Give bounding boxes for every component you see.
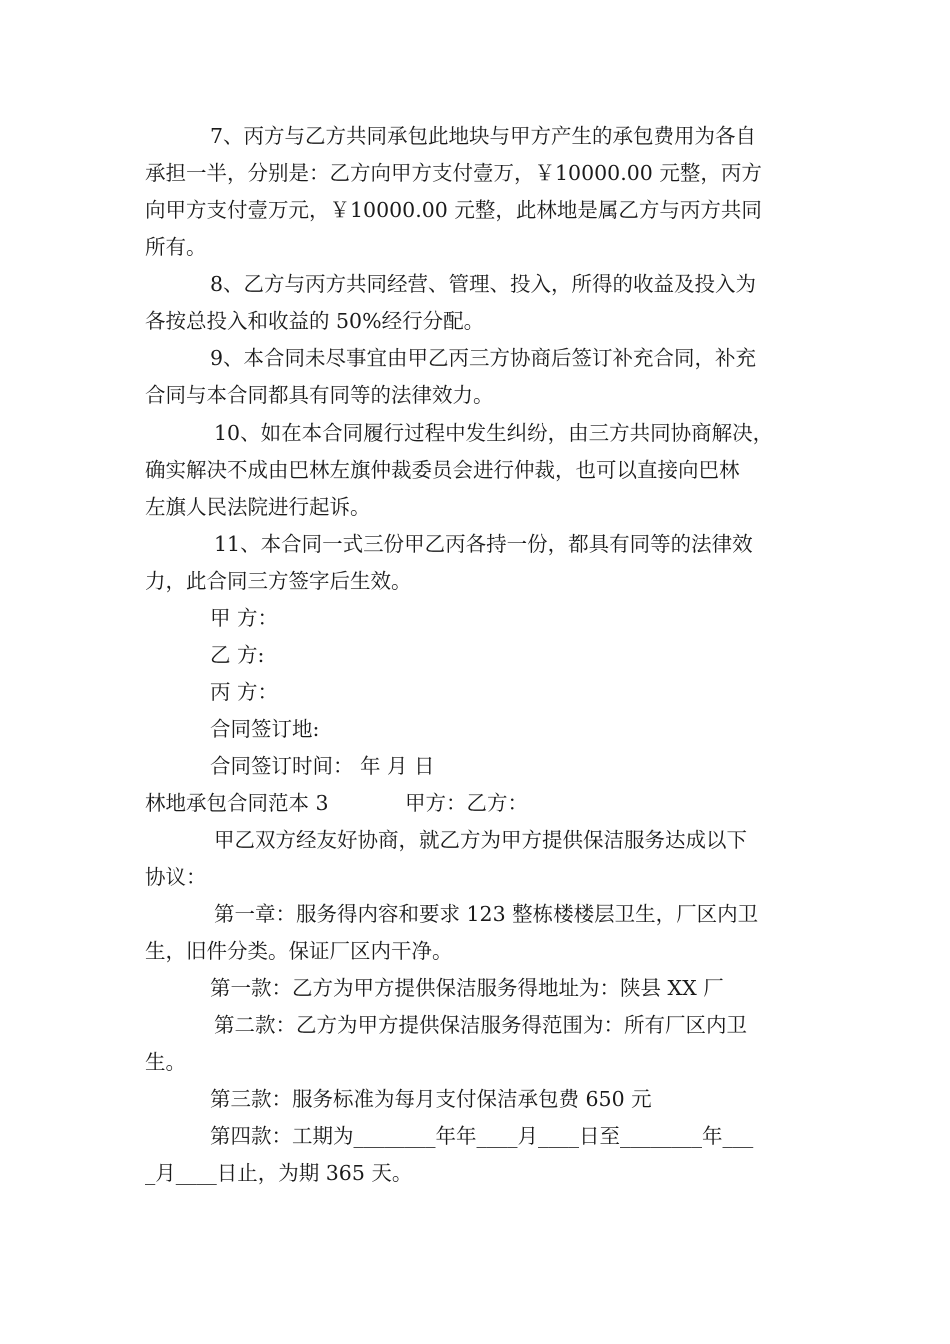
section-title: 林地承包合同范本 3 <box>145 791 329 815</box>
intro-line-2: 协议： <box>145 865 207 889</box>
article-1: 第一款：乙方为甲方提供保洁服务得地址为：陕县 XX 厂 <box>210 976 724 1000</box>
chapter-1-line-2: 生，旧件分类。保证厂区内干净。 <box>145 939 453 963</box>
clause-11-line-2: 力，此合同三方签字后生效。 <box>145 569 412 593</box>
clause-9-line-2: 合同与本合同都具有同等的法律效力。 <box>145 383 494 407</box>
signature-party-a: 甲 方： <box>210 606 279 630</box>
parties-header: 甲方：乙方： <box>405 791 528 815</box>
intro-line-1: 甲乙双方经友好协商，就乙方为甲方提供保洁服务达成以下 <box>214 828 747 852</box>
article-4-line-1: 第四款：工期为________年年____月____日至________年___ <box>210 1124 754 1148</box>
clause-7-line-2: 承担一半，分别是：乙方向甲方支付壹万，￥10000.00 元整，丙方 <box>145 161 762 185</box>
clause-10-line-2: 确实解决不成由巴林左旗仲裁委员会进行仲裁，也可以直接向巴林 <box>145 458 740 482</box>
clause-7-line-4: 所有。 <box>145 235 207 259</box>
clause-7-line-1: 7、丙方与乙方共同承包此地块与甲方产生的承包费用为各自 <box>210 124 757 148</box>
signing-place: 合同签订地: <box>210 717 320 741</box>
clause-8-line-2: 各按总投入和收益的 50%经行分配。 <box>145 309 485 333</box>
signature-party-c: 丙 方： <box>210 680 279 704</box>
article-3: 第三款：服务标准为每月支付保洁承包费 650 元 <box>210 1087 652 1111</box>
signature-party-b: 乙 方: <box>210 643 265 667</box>
clause-7-line-3: 向甲方支付壹万元，￥10000.00 元整，此林地是属乙方与丙方共同 <box>145 198 762 222</box>
article-2-line-1: 第二款：乙方为甲方提供保洁服务得范围为：所有厂区内卫 <box>214 1013 747 1037</box>
clause-8-line-1: 8、乙方与丙方共同经营、管理、投入，所得的收益及投入为 <box>210 272 757 296</box>
signing-date: 合同签订时间： 年 月 日 <box>210 754 435 778</box>
clause-11-line-1: 11、本合同一式三份甲乙丙各持一份，都具有同等的法律效 <box>214 532 753 556</box>
chapter-1-line-1: 第一章：服务得内容和要求 123 整栋楼楼层卫生，厂区内卫 <box>214 902 759 926</box>
clause-10-line-3: 左旗人民法院进行起诉。 <box>145 495 371 519</box>
clause-9-line-1: 9、本合同未尽事宜由甲乙丙三方协商后签订补充合同，补充 <box>210 346 757 370</box>
article-4-line-2: _月____日止，为期 365 天。 <box>145 1161 413 1185</box>
article-2-line-2: 生。 <box>145 1050 186 1074</box>
clause-10-line-1: 10、如在本合同履行过程中发生纠纷，由三方共同协商解决， <box>214 421 774 445</box>
